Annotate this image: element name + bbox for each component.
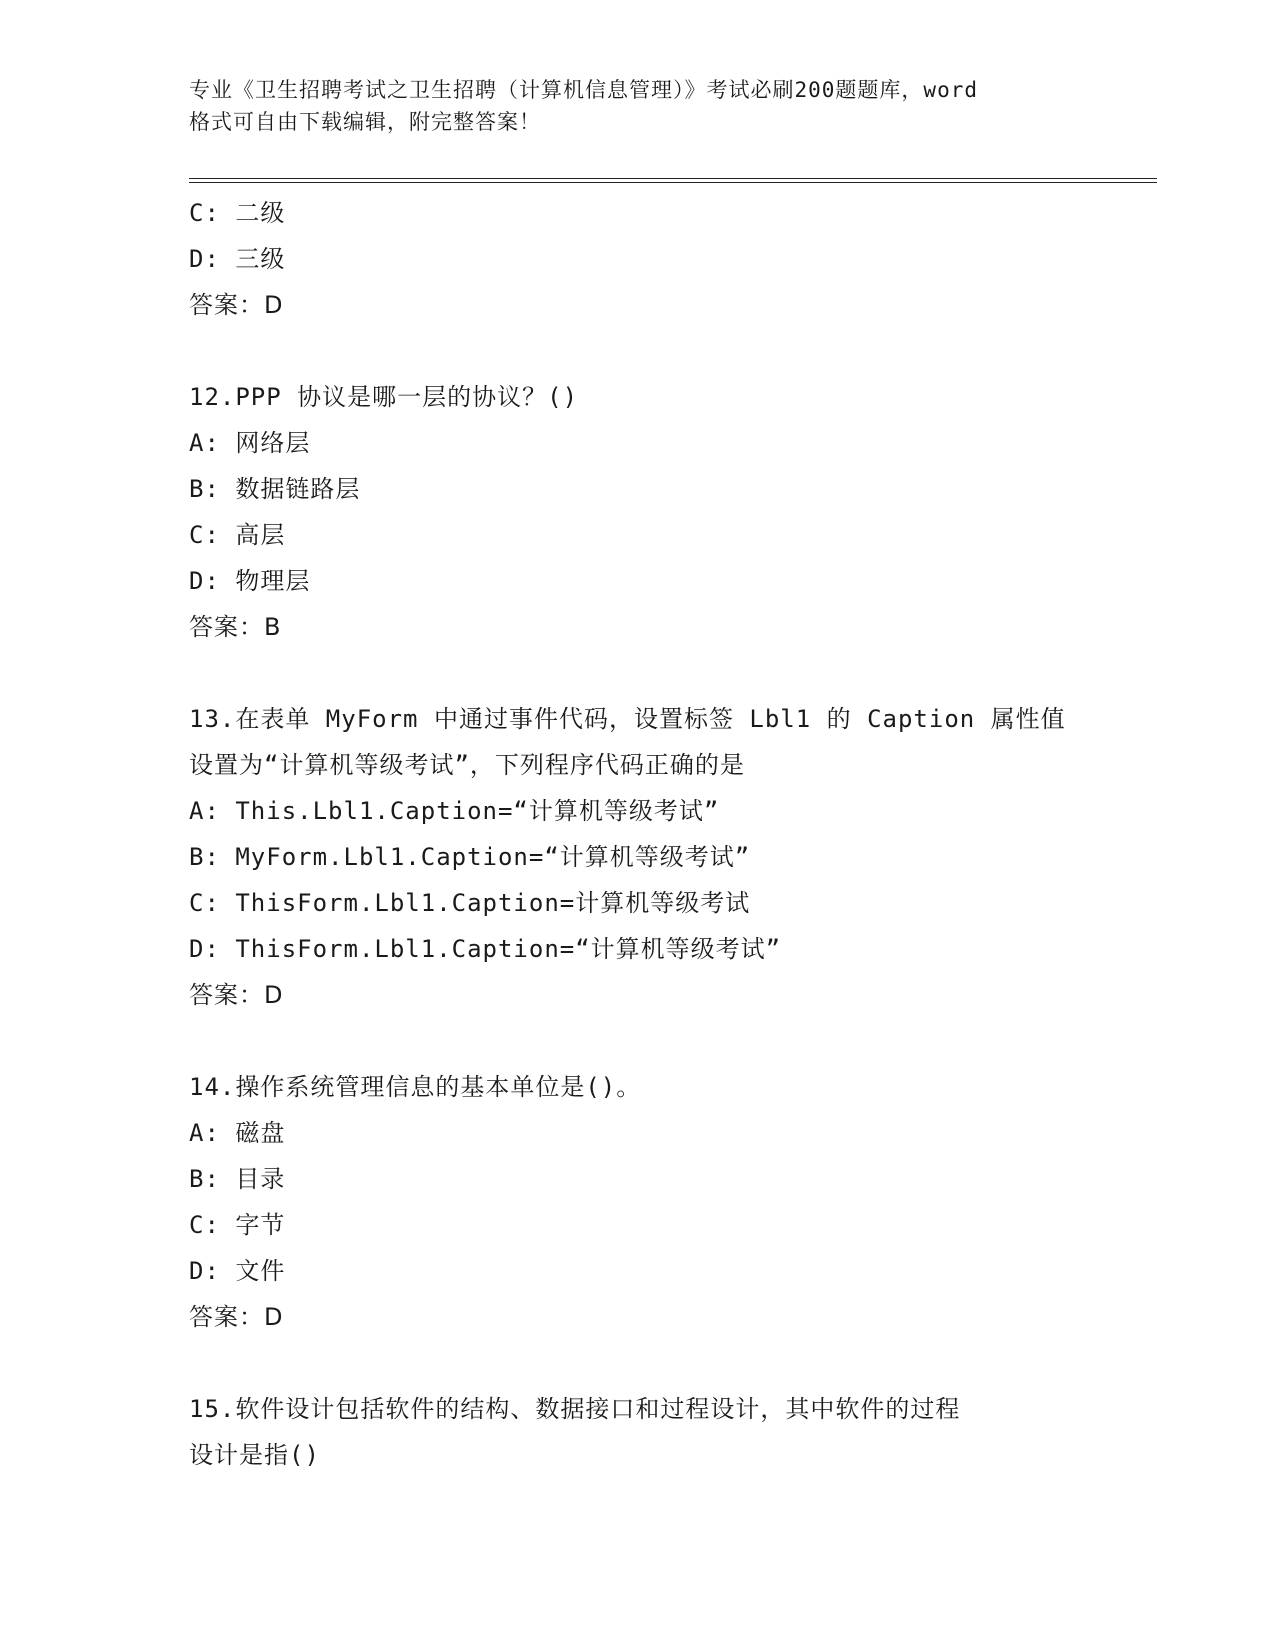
option-a: A: 磁盘 <box>189 1119 286 1147</box>
question-stem-continued: 设置为“计算机等级考试”，下列程序代码正确的是 <box>189 751 745 779</box>
question-13 <box>189 696 1089 1018</box>
answer-line: 答案：D <box>189 1303 284 1331</box>
question-14 <box>189 1064 1089 1340</box>
answer-line: 答案：D <box>189 291 284 319</box>
header-divider <box>189 178 1157 183</box>
option-d: D: ThisForm.Lbl1.Caption=“计算机等级考试” <box>189 935 782 963</box>
question-list <box>189 190 1089 1478</box>
question-stem: 13.在表单 MyForm 中通过事件代码，设置标签 Lbl1 的 Caption 属性值 <box>189 705 1066 733</box>
option-c: C: 高层 <box>189 521 286 549</box>
option-b: B: 目录 <box>189 1165 286 1193</box>
option-b: B: MyForm.Lbl1.Caption=“计算机等级考试” <box>189 843 751 871</box>
option-a: A: This.Lbl1.Caption=“计算机等级考试” <box>189 797 720 825</box>
spacer <box>189 328 1089 374</box>
question-12 <box>189 374 1089 650</box>
question-stem: 15.软件设计包括软件的结构、数据接口和过程设计，其中软件的过程 <box>189 1395 961 1423</box>
document-header <box>189 74 1089 138</box>
option-d: D: 文件 <box>189 1257 286 1285</box>
spacer <box>189 1340 1089 1386</box>
question-11-continued <box>189 190 1089 328</box>
question-stem: 12.PPP 协议是哪一层的协议？() <box>189 383 579 411</box>
option-c: C: 二级 <box>189 199 286 227</box>
spacer <box>189 1018 1089 1064</box>
option-c: C: 字节 <box>189 1211 286 1239</box>
option-d: D: 物理层 <box>189 567 311 595</box>
option-b: B: 数据链路层 <box>189 475 361 503</box>
answer-line: 答案：B <box>189 613 282 641</box>
option-d: D: 三级 <box>189 245 286 273</box>
header-line-1: 专业《卫生招聘考试之卫生招聘（计算机信息管理）》考试必刷200题题库，word <box>189 78 978 102</box>
option-a: A: 网络层 <box>189 429 311 457</box>
header-line-2: 格式可自由下载编辑，附完整答案！ <box>189 110 541 134</box>
option-c: C: ThisForm.Lbl1.Caption=计算机等级考试 <box>189 889 751 917</box>
spacer <box>189 650 1089 696</box>
question-stem-continued: 设计是指() <box>189 1441 320 1469</box>
answer-line: 答案：D <box>189 981 284 1009</box>
question-15 <box>189 1386 1089 1478</box>
question-stem: 14.操作系统管理信息的基本单位是()。 <box>189 1073 642 1101</box>
